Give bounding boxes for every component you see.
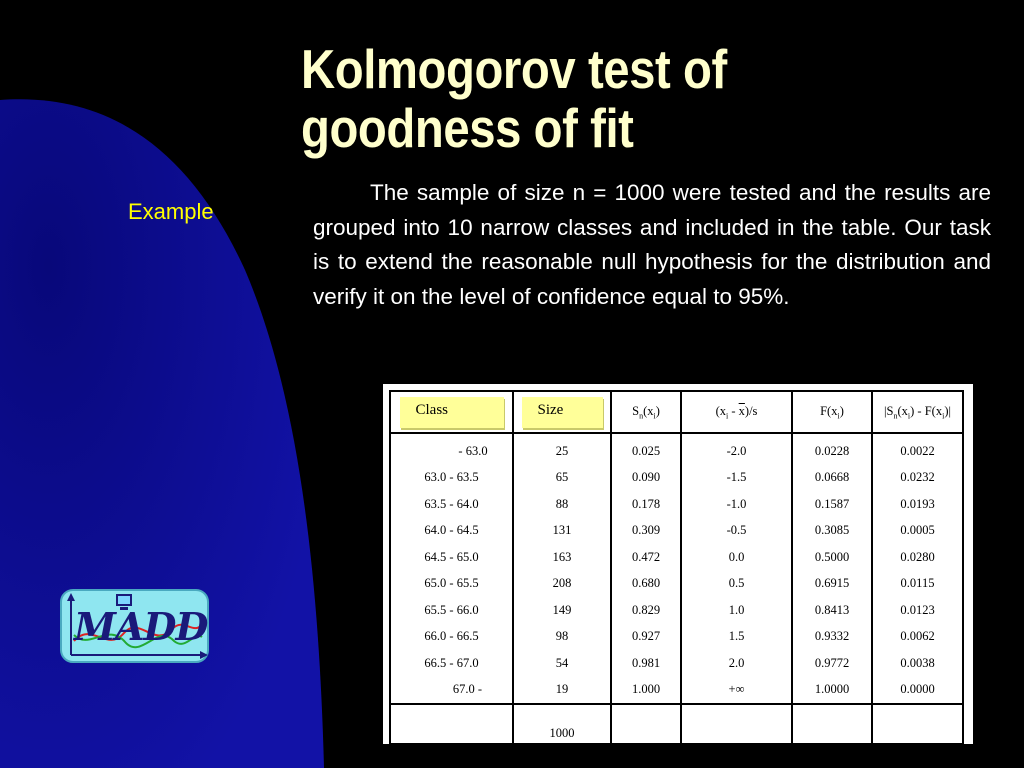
cell-diff: 0.0232 xyxy=(872,465,963,492)
cell-size: 163 xyxy=(513,544,611,571)
cell-f: 0.9772 xyxy=(792,650,872,677)
title-line-1: Kolmogorov test of xyxy=(301,38,727,100)
slide-title xyxy=(301,40,903,158)
body-paragraph: The sample of size n = 1000 were tested and the results are grouped into 10 narrow classes and included in the table. Our task is to extend the reasonable null hypothesis for the distribution and verify it on the level of confidence equal to 95%. xyxy=(313,180,991,309)
total-empty-cell xyxy=(872,704,963,744)
cell-z: 0.0 xyxy=(681,544,792,571)
table-row xyxy=(390,650,963,677)
cell-sn: 0.829 xyxy=(611,597,681,624)
cell-size: 131 xyxy=(513,518,611,545)
cell-z: 1.5 xyxy=(681,624,792,651)
cell-size: 65 xyxy=(513,465,611,492)
cell-class: 66.0 - 66.5 xyxy=(390,624,513,651)
total-empty-cell xyxy=(792,704,872,744)
cell-z: -1.0 xyxy=(681,491,792,518)
cell-z: +∞ xyxy=(681,677,792,705)
cell-diff: 0.0193 xyxy=(872,491,963,518)
cell-diff: 0.0280 xyxy=(872,544,963,571)
cell-f: 0.0668 xyxy=(792,465,872,492)
cell-z: 2.0 xyxy=(681,650,792,677)
cell-sn: 0.927 xyxy=(611,624,681,651)
cell-sn: 0.680 xyxy=(611,571,681,598)
cell-class: 65.0 - 65.5 xyxy=(390,571,513,598)
total-empty-cell xyxy=(681,704,792,744)
cell-size: 54 xyxy=(513,650,611,677)
header-size-label: Size xyxy=(522,397,603,428)
cell-sn: 0.090 xyxy=(611,465,681,492)
cell-sn: 0.025 xyxy=(611,433,681,465)
cell-size: 149 xyxy=(513,597,611,624)
cell-f: 0.9332 xyxy=(792,624,872,651)
table-row xyxy=(390,433,963,465)
cell-f: 0.5000 xyxy=(792,544,872,571)
cell-z: 0.5 xyxy=(681,571,792,598)
table-row xyxy=(390,597,963,624)
cell-size: 208 xyxy=(513,571,611,598)
cell-diff: 0.0062 xyxy=(872,624,963,651)
table-header-row xyxy=(390,391,963,433)
table-row xyxy=(390,491,963,518)
table-row xyxy=(390,518,963,545)
table-row xyxy=(390,677,963,705)
cell-class: 67.0 - xyxy=(390,677,513,705)
header-size xyxy=(513,391,611,433)
cell-class: - 63.0 xyxy=(390,433,513,465)
cell-diff: 0.0005 xyxy=(872,518,963,545)
cell-f: 1.0000 xyxy=(792,677,872,705)
cell-class: 66.5 - 67.0 xyxy=(390,650,513,677)
kolmogorov-table xyxy=(389,390,964,745)
total-size: 1000 xyxy=(513,704,611,744)
cell-z: -0.5 xyxy=(681,518,792,545)
cell-z: 1.0 xyxy=(681,597,792,624)
logo-text: MADD xyxy=(74,604,208,649)
cell-diff: 0.0123 xyxy=(872,597,963,624)
cell-f: 0.0228 xyxy=(792,433,872,465)
cell-z: -2.0 xyxy=(681,433,792,465)
total-class-cell xyxy=(390,704,513,744)
table-total-row xyxy=(390,704,963,744)
section-label: Example xyxy=(128,199,214,224)
table-row xyxy=(390,624,963,651)
header-empirical-cdf: $S_n(x_i)$ xyxy=(611,391,681,433)
cell-f: 0.8413 xyxy=(792,597,872,624)
cell-class: 63.5 - 64.0 xyxy=(390,491,513,518)
cell-class: 64.5 - 65.0 xyxy=(390,544,513,571)
cell-size: 98 xyxy=(513,624,611,651)
cell-f: 0.1587 xyxy=(792,491,872,518)
cell-sn: 0.981 xyxy=(611,650,681,677)
cell-diff: 0.0000 xyxy=(872,677,963,705)
cell-diff: 0.0022 xyxy=(872,433,963,465)
header-class xyxy=(390,391,513,433)
cell-sn: 1.000 xyxy=(611,677,681,705)
cell-f: 0.3085 xyxy=(792,518,872,545)
table-row xyxy=(390,544,963,571)
cell-f: 0.6915 xyxy=(792,571,872,598)
table-row xyxy=(390,465,963,492)
cell-class: 64.0 - 64.5 xyxy=(390,518,513,545)
cell-z: -1.5 xyxy=(681,465,792,492)
header-class-label: Class xyxy=(400,397,504,428)
madd-logo xyxy=(60,589,209,663)
table-row xyxy=(390,571,963,598)
cell-diff: 0.0038 xyxy=(872,650,963,677)
data-table-panel xyxy=(383,384,973,744)
cell-diff: 0.0115 xyxy=(872,571,963,598)
cell-class: 65.5 - 66.0 xyxy=(390,597,513,624)
header-standardized: $(x_i - \overline{x})/s$ xyxy=(681,391,792,433)
cell-class: 63.0 - 63.5 xyxy=(390,465,513,492)
cell-sn: 0.178 xyxy=(611,491,681,518)
cell-size: 19 xyxy=(513,677,611,705)
cell-sn: 0.309 xyxy=(611,518,681,545)
cell-size: 25 xyxy=(513,433,611,465)
header-theoretical-cdf: $F(x_i)$ xyxy=(792,391,872,433)
title-line-2: goodness of fit xyxy=(301,97,634,159)
header-difference: $|S_n(x_i) - F(x_i)|$ xyxy=(872,391,963,433)
cell-size: 88 xyxy=(513,491,611,518)
total-empty-cell xyxy=(611,704,681,744)
cell-sn: 0.472 xyxy=(611,544,681,571)
